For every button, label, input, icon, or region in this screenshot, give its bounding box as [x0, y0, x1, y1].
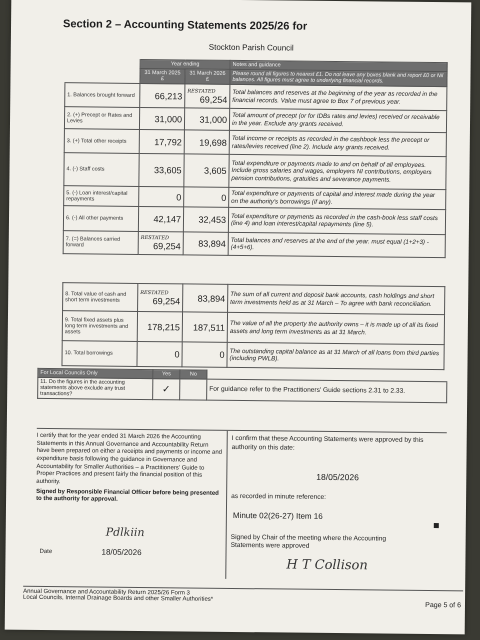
restated-note: RESTATED — [140, 289, 169, 296]
row-guidance: The sum of all current and deposit bank accounts, cash holdings and short term investments held as at 31 March – To agree with bank reconciliation. — [228, 284, 445, 314]
chair-signature: H T Collison — [286, 557, 368, 574]
balances-table — [61, 282, 445, 370]
value-2026-text: 69,254 — [199, 94, 228, 105]
statement-rows — [63, 83, 447, 258]
row-guidance: Total balances and reserves at the beginning of the year as recorded in the financial records. Value must agree to Box 7 of previous year. — [230, 84, 447, 110]
local-councils-table — [37, 368, 447, 403]
value-2026 — [184, 108, 229, 130]
minute-label: as recorded in minute reference: — [231, 492, 327, 501]
value-2025 — [138, 206, 183, 231]
value-2026-text: 32,453 — [198, 214, 227, 225]
value-2025-text: 33,605 — [153, 165, 182, 176]
value-2025 — [138, 231, 183, 254]
no-checkbox[interactable] — [180, 379, 207, 400]
value-2026 — [184, 130, 229, 154]
no-header: No — [180, 370, 207, 379]
statements-table — [63, 58, 448, 258]
value-2025-text: 66,213 — [154, 90, 183, 101]
row-guidance: Total income or receipts as recorded in the cashbook less the precept or rates/levies received (line 2). Include any grants received. — [229, 130, 446, 156]
value-2025-text: 42,147 — [153, 214, 182, 225]
value-2025-text: 0 — [174, 349, 180, 360]
local-councils-heading: For Local Councils Only — [38, 368, 153, 378]
approval-text: I confirm that these Accounting Statements were approved by this authority on this date: — [231, 434, 424, 452]
footer-form-title: Annual Governance and Accountability Return 2025/26 Form 3 — [23, 588, 190, 597]
value-2025 — [139, 153, 184, 186]
value-2025 — [137, 311, 182, 341]
value-2026-text: 0 — [221, 192, 227, 203]
row-guidance: Total expenditure or payments of capital and interest made during the year on the authority's borrowings (if any). — [229, 187, 446, 209]
balance-rows — [62, 283, 445, 370]
approval-date: 18/05/2026 — [316, 471, 359, 483]
row-label: 8. Total value of cash and short term investments — [63, 283, 138, 312]
page-number: Page 5 of 6 — [425, 601, 462, 610]
row-guidance: Total expenditure or payments made to and on behalf of all employees. Include gross salaries and wages, employers NI contributions, employers pension contributions, gratuities and severance payments. — [229, 154, 446, 189]
rfo-certification — [35, 429, 228, 579]
table-row — [63, 231, 445, 258]
row-label: 2. (+) Precept or Rates and Levies — [64, 107, 139, 130]
trust-question: 11. Do the figures in the accounting statements above exclude any trust transactions? — [38, 377, 153, 399]
yes-header: Yes — [153, 370, 180, 379]
col-2026-header: 31 March 2026 £ — [185, 69, 230, 84]
value-2025-text: 31,000 — [154, 113, 183, 124]
value-2026 — [184, 187, 229, 207]
value-2026-text: 19,698 — [199, 137, 227, 148]
row-guidance: Total amount of precept (or for IDBs rates and levies) received or receivable in the year. Exclude any grants received. — [229, 108, 446, 132]
value-2025 — [137, 341, 182, 366]
row-guidance: Total balances and reserves at the end of the year. must equal (1+2+3) - (4+5+6). — [228, 232, 445, 257]
trust-guidance: For guidance refer to the Practitioners' Guide sections 2.31 to 2.33. — [207, 379, 447, 403]
row-label: 10. Total borrowings — [62, 341, 137, 367]
chair-signed-by: Signed by Chair of the meeting where the Accounting Statements were approved — [230, 533, 387, 550]
value-2025-text: 0 — [176, 191, 182, 202]
trust-question-row — [38, 377, 447, 402]
section-title: Section 2 – Accounting Statements 2025/26 for — [62, 18, 308, 33]
value-2026-text: 187,511 — [192, 322, 225, 333]
signature-section — [35, 428, 447, 583]
accounting-statements-page — [5, 0, 472, 634]
table-row — [64, 153, 446, 190]
value-2026-text: 3,605 — [203, 165, 227, 176]
page-footer — [23, 586, 463, 606]
rfo-signature: Pdlkiin — [105, 525, 145, 540]
row-label: 4. (-) Staff costs — [64, 153, 139, 187]
value-2025 — [140, 83, 185, 107]
value-2026 — [182, 342, 227, 367]
certify-text: I certify that for the year ended 31 March 2026 the Accounting Statements in this Annual Governance and Accountability Return have been prepared on either a receipts and payments or income and expenditure basis following the guidance in Governance and Accountability for Smaller Authorities – a Practitioners' Guide to Proper Practices and present fairly the financial position of this authority. — [36, 432, 223, 486]
row-guidance: The outstanding capital balance as at 31 March of all loans from third parties (including PWLB). — [227, 342, 444, 369]
value-2025-text: 178,215 — [147, 321, 180, 332]
rfo-date: 18/05/2026 — [101, 547, 142, 558]
date-label: Date — [39, 548, 53, 556]
value-2026 — [185, 84, 230, 108]
row-guidance: The value of all the property the authority owns – it is made up of all its fixed assets and long term investments as at 31 March. — [227, 312, 444, 344]
value-2025-text: 17,792 — [154, 136, 182, 147]
minute-reference: Minute 02(26-27) Item 16 — [232, 510, 323, 521]
col-2025-header: 31 March 2025 £ — [140, 68, 185, 83]
row-label: 3. (+) Total other receipts — [64, 129, 139, 154]
value-2026 — [183, 232, 228, 255]
value-2026-text: 0 — [219, 349, 225, 360]
table-row — [62, 341, 444, 370]
footer-authorities: Local Councils, Internal Drainage Boards and other Smaller Authorities* — [23, 594, 214, 603]
table-row — [63, 283, 445, 315]
year-ending-header: Year ending — [140, 59, 230, 69]
value-2026-text: 83,894 — [197, 293, 226, 304]
notes-header: Notes and guidance — [230, 60, 447, 71]
value-2026 — [183, 207, 228, 232]
blank-header-cell — [65, 59, 140, 84]
value-2026-text: 31,000 — [199, 114, 228, 125]
value-2026 — [182, 312, 227, 342]
value-2026 — [184, 154, 229, 187]
notes-guidance-text: Please round all figures to nearest £1. Do not leave any boxes blank and report £0 or Nil balances. All figures must agree to underlying financial records. — [230, 69, 447, 86]
restated-note: RESTATED — [140, 234, 170, 242]
row-label: 1. Balances brought forward — [65, 83, 140, 108]
row-label: 6. (-) All other payments — [63, 206, 138, 232]
value-2026-text: 83,894 — [198, 238, 226, 249]
value-2025-text: 69,254 — [152, 295, 181, 306]
row-label: 5. (-) Loan interest/capital repayments — [64, 186, 139, 207]
council-name: Stockton Parish Council — [208, 42, 294, 53]
yes-checkbox[interactable]: ✓ — [153, 379, 180, 400]
row-label: 7. (=) Balances carried forward — [63, 231, 138, 255]
value-2025-text: 69,254 — [153, 241, 181, 252]
row-label: 9. Total fixed assets plus long term investments and assets — [62, 311, 137, 342]
corner-mark — [434, 523, 439, 528]
value-2025 — [139, 129, 184, 153]
chair-approval — [230, 431, 442, 581]
value-2025 — [139, 186, 184, 206]
row-guidance: Total expenditure or payments as recorded in the cash-book less staff costs (line 4) and loan interest/capital repayments (line 5). — [228, 207, 445, 234]
value-2025 — [138, 283, 183, 311]
restated-note: RESTATED — [187, 87, 216, 95]
value-2025 — [139, 107, 184, 129]
value-2026 — [183, 284, 228, 312]
rfo-signed-by: Signed by Responsible Financial Officer before being presented to the authority for approval. — [36, 488, 219, 504]
table-row — [62, 311, 444, 345]
